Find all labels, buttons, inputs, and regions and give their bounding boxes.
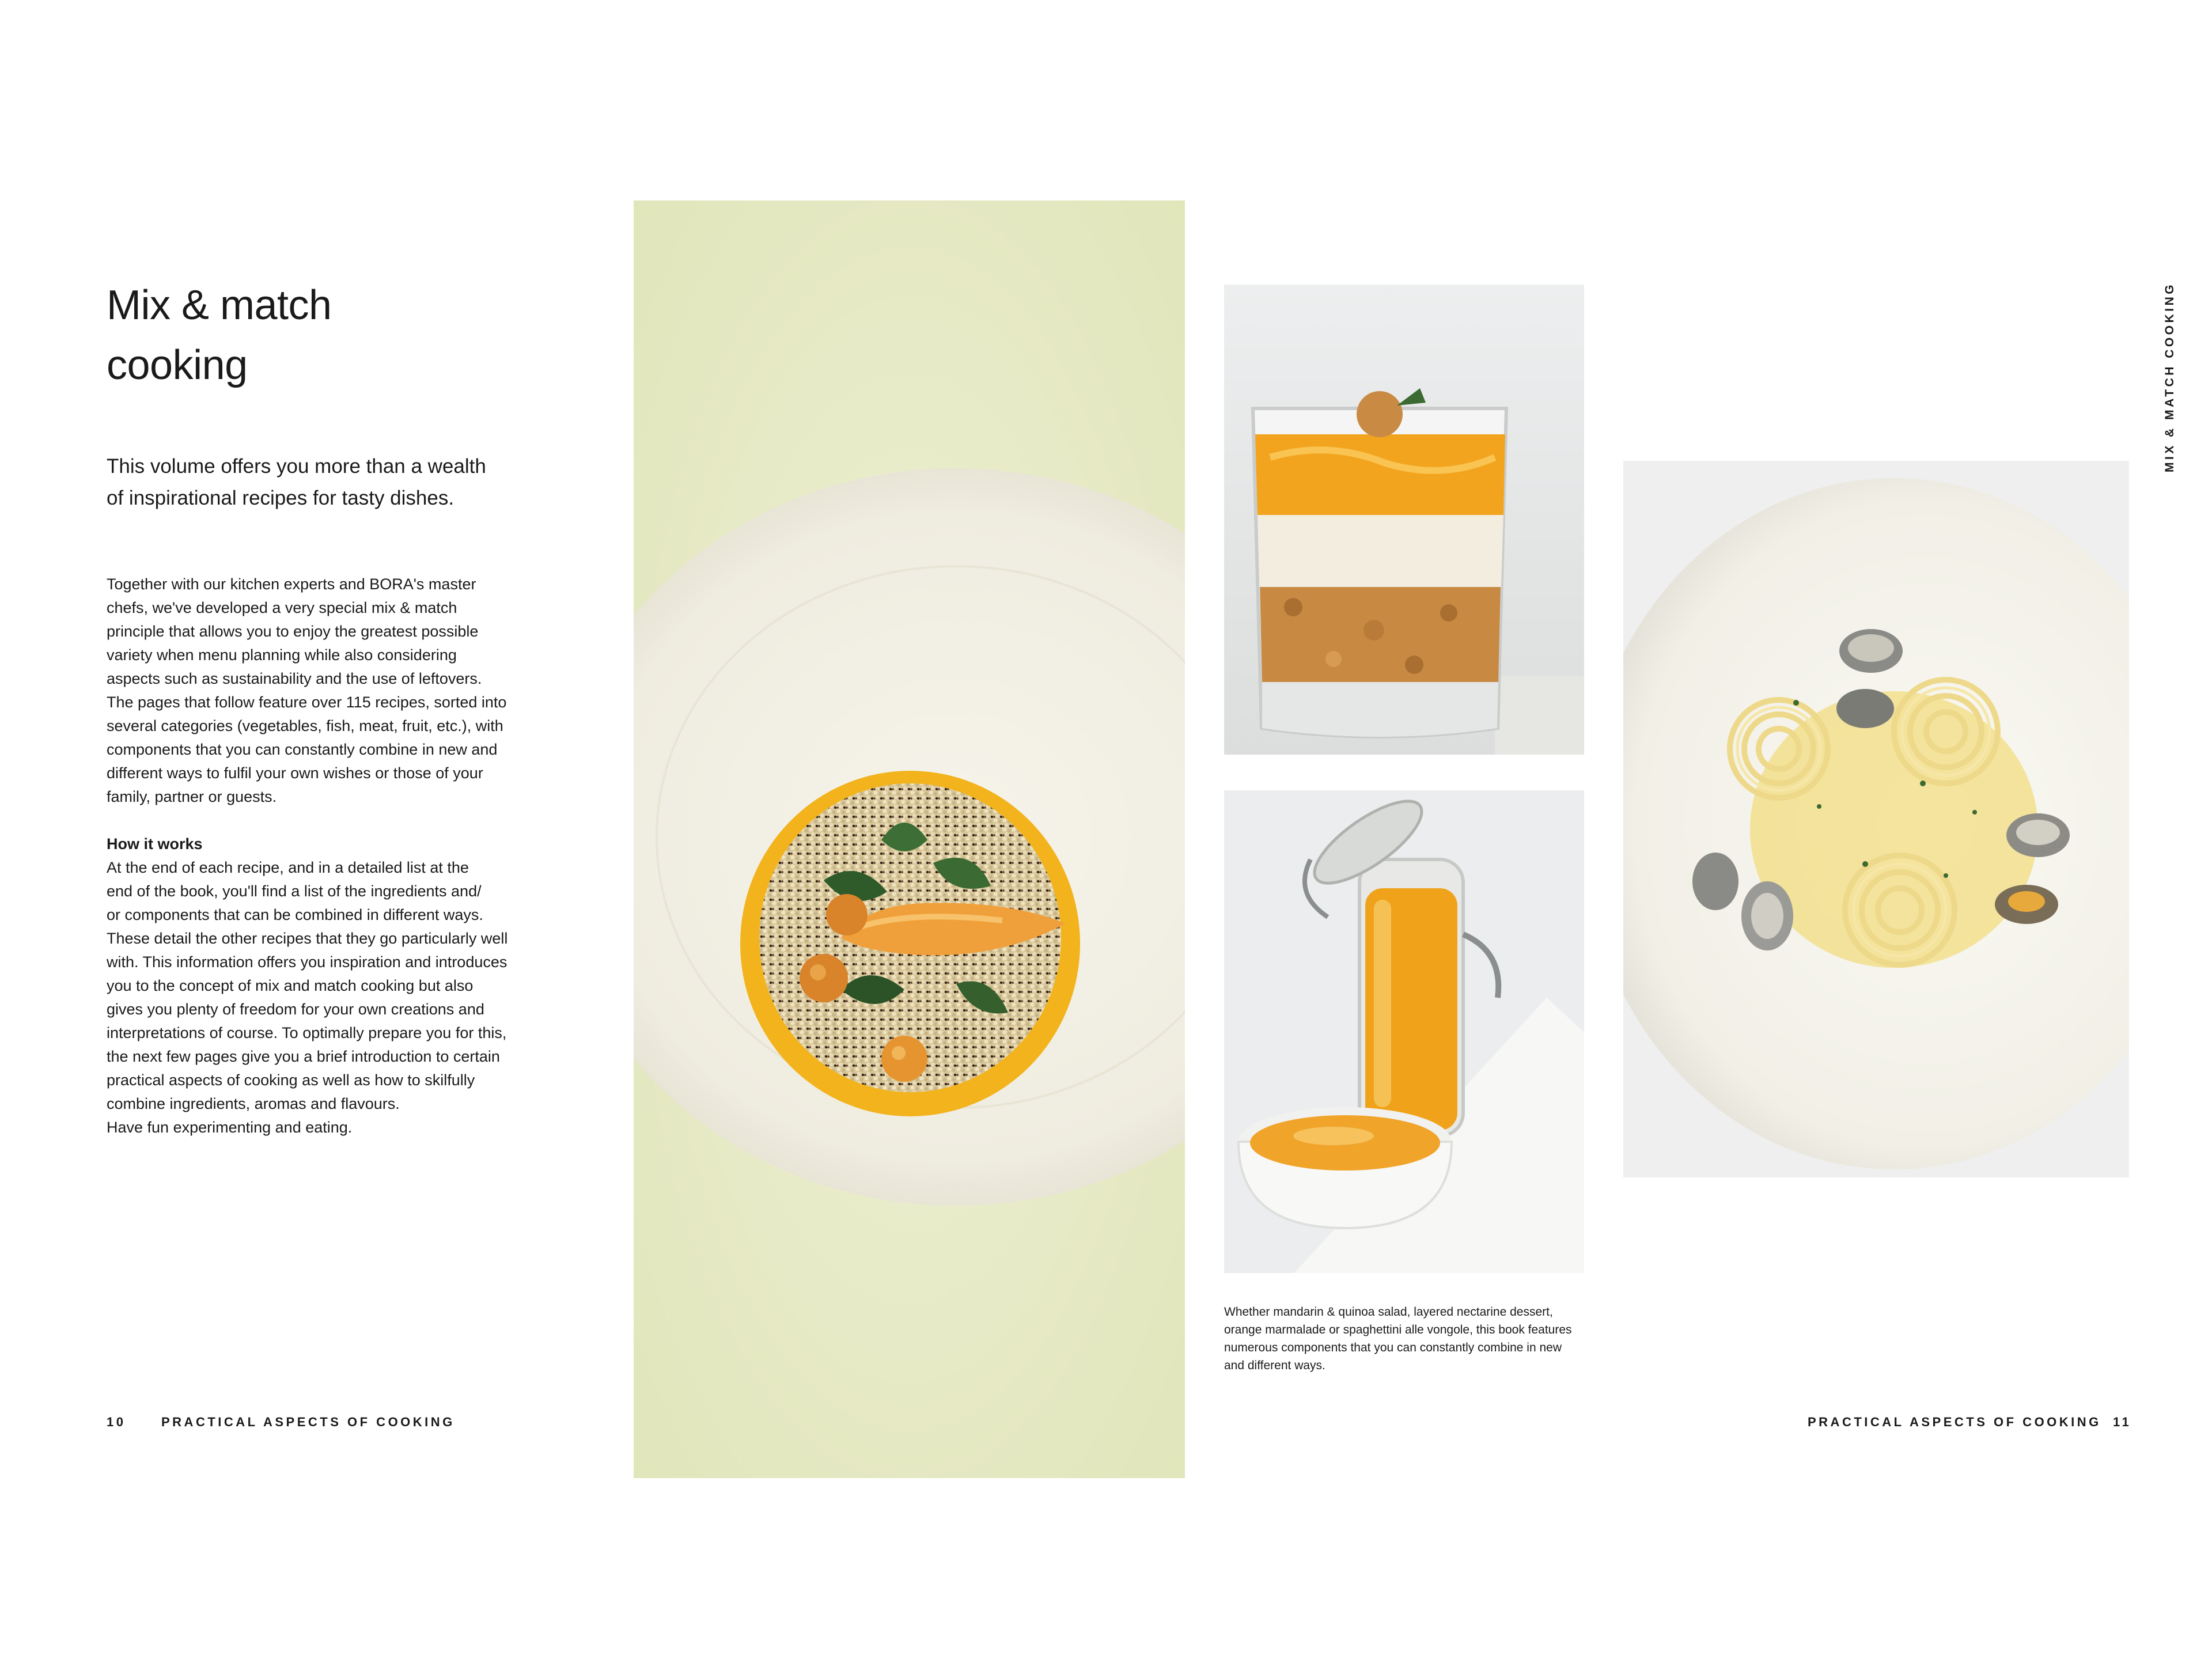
photo-caption [1224, 1303, 1627, 1374]
spaghettini-illustration [1623, 461, 2129, 1177]
body-line: different ways to fulfil your own wishes or those of your [107, 764, 483, 782]
caption-line: orange marmalade or spaghettini alle vongole, this book features [1224, 1323, 1572, 1336]
footer-left-section: PRACTICAL ASPECTS OF COOKING [161, 1415, 455, 1429]
how-it-works-heading: How it works [107, 835, 203, 853]
body-line: interpretations of course. To optimally prepare you for this, [107, 1024, 507, 1041]
quinoa-salad-illustration [634, 200, 1185, 1478]
marmalade-jar-illustration [1224, 790, 1584, 1273]
title-line-2: cooking [107, 342, 248, 388]
body-text [107, 573, 556, 1139]
footer-left-page-number: 10 [107, 1415, 126, 1429]
lead-line: This volume offers you more than a wealth [107, 455, 486, 478]
body-line: gives you plenty of freedom for your own creations and [107, 1001, 484, 1018]
photo-layered-dessert [1224, 285, 1584, 755]
caption-line: and different ways. [1224, 1359, 1325, 1372]
photo-orange-marmalade [1224, 790, 1584, 1273]
page-title [107, 275, 510, 395]
dessert-glass-illustration [1224, 285, 1584, 755]
body-line: several categories (vegetables, fish, meat, fruit, etc.), with [107, 717, 503, 734]
body-line: you to the concept of mix and match cooking but also [107, 977, 474, 994]
footer-right-page-number: 11 [2113, 1415, 2132, 1429]
body-line: with. This information offers you inspiration and introduces [107, 953, 507, 971]
body-line: At the end of each recipe, and in a detailed list at the [107, 859, 469, 876]
body-line: combine ingredients, aromas and flavours. [107, 1095, 400, 1112]
body-line: the next few pages give you a brief introduction to certain [107, 1048, 500, 1065]
body-line: Have fun experimenting and eating. [107, 1119, 353, 1136]
body-line: These detail the other recipes that they go particularly well [107, 930, 508, 947]
body-line: family, partner or guests. [107, 788, 277, 805]
body-line: components that you can constantly combine in new and [107, 741, 498, 758]
body-line: end of the book, you'll find a list of the ingredients and/ [107, 882, 482, 900]
body-line: practical aspects of cooking as well as how to skilfully [107, 1071, 475, 1089]
body-line: Together with our kitchen experts and BORA's master [107, 575, 476, 593]
body-line: variety when menu planning while also considering [107, 646, 457, 664]
caption-line: Whether mandarin & quinoa salad, layered nectarine dessert, [1224, 1305, 1553, 1319]
footer-right-section: PRACTICAL ASPECTS OF COOKING [1808, 1415, 2101, 1429]
body-line: principle that allows you to enjoy the greatest possible [107, 623, 479, 640]
caption-line: numerous components that you can constantly combine in new [1224, 1341, 1562, 1354]
photo-quinoa-salad [634, 200, 1185, 1478]
title-line-1: Mix & match [107, 282, 332, 328]
side-label: MIX & MATCH COOKING [2163, 282, 2176, 472]
lead-paragraph [107, 450, 556, 514]
body-line: chefs, we've developed a very special mix & match [107, 599, 457, 616]
lead-line: of inspirational recipes for tasty dishes. [107, 487, 454, 509]
body-line: or components that can be combined in different ways. [107, 906, 483, 923]
body-line: The pages that follow feature over 115 recipes, sorted into [107, 694, 507, 711]
photo-spaghettini-vongole [1623, 461, 2129, 1177]
body-line: aspects such as sustainability and the use of leftovers. [107, 670, 482, 687]
